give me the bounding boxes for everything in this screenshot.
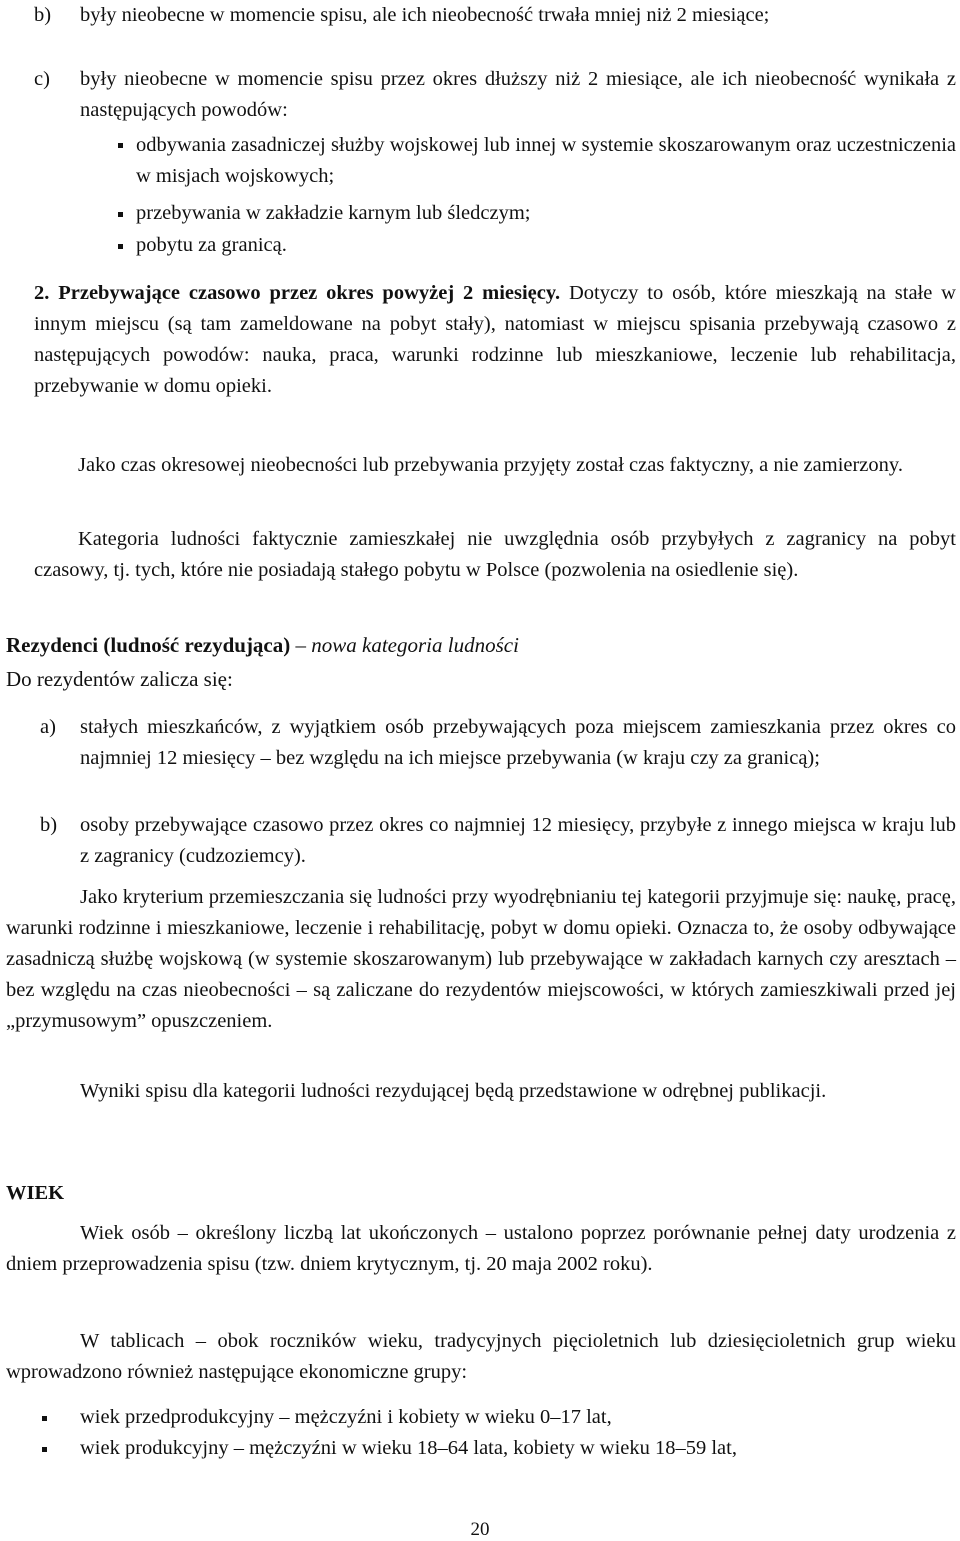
section-2-paragraph: [34, 278, 956, 402]
list-item-b: były nieobecne w momencie spisu, ale ich nieobecność trwała mniej niż 2 miesiące;: [80, 4, 770, 26]
wiek-paragraph-2: W tablicach – obok roczników wieku, tradycyjnych pięcioletnich lub dziesięcioletnich grup wieku wprowadzono również następujące ekonomiczne grupy:: [6, 1330, 956, 1383]
rezydenci-item-a: stałych mieszkańców, z wyjątkiem osób przebywających poza miejscem zamieszkania przez okres co najmniej 12 miesięcy – bez względu na ich miejsce przebywania (w kraju czy za granicą);: [80, 716, 956, 769]
page-number: 20: [470, 1519, 490, 1540]
list-item-c: były nieobecne w momencie spisu przez okres dłuższy niż 2 miesiące, ale ich nieobecność wynikała z następujących powodów:: [80, 68, 956, 121]
wiek-bullet-produkcyjny: wiek produkcyjny – mężczyźni w wieku 18–64 lata, kobiety w wieku 18–59 lat,: [80, 1437, 737, 1459]
bullet-square-icon: [42, 1416, 47, 1421]
rezydenci-intro: Do rezydentów zalicza się:: [6, 667, 233, 691]
rezydenci-item-b: osoby przebywające czasowo przez okres co najmniej 12 miesięcy, przybyłe z innego miejsca w kraju lub z zagranicy (cudzoziemcy).: [80, 814, 956, 867]
paragraph-kryterium: Jako kryterium przemieszczania się ludności przy wyodrębnianiu tej kategorii przyjmuje się: naukę, pracę, warunki rodzinne i mieszkaniowe, leczenie i rehabilitację, pobyt w domu opieki. Oznacza to, że osoby odbywające zasadniczą służbę wojskową (w systemie skoszarowanym) lub przebywające w zakładach karnych czy aresztach – bez względu na czas nieobecności – są zaliczane do rezydentów miejscowości, w których zamieszkiwali przed jej „przymusowym” opuszczeniem.: [6, 886, 956, 1032]
heading-dash: –: [290, 633, 312, 657]
paragraph-czas: Jako czas okresowej nieobecności lub przebywania przyjęty został czas faktyczny, a nie zamierzony.: [78, 454, 903, 476]
wiek-bullet-przedprodukcyjny: wiek przedprodukcyjny – mężczyźni i kobiety w wieku 0–17 lat,: [80, 1406, 612, 1428]
bullet-square-icon: [42, 1447, 47, 1452]
section-2-heading: 2. Przebywające czasowo przez okres powyżej 2 miesięcy.: [34, 282, 561, 304]
rezydenci-note: nowa kategoria ludności: [311, 633, 519, 657]
paragraph-wyniki: Wyniki spisu dla kategorii ludności rezydującej będą przedstawione w odrębnej publikacji.: [80, 1080, 827, 1102]
rezydenci-label-a: a): [40, 716, 56, 738]
bullet-square-icon: [118, 212, 123, 217]
bullet-item-military: odbywania zasadniczej służby wojskowej lub innej w systemie skoszarowanym oraz uczestniczenia w misjach wojskowych;: [136, 134, 956, 187]
rezydenci-heading: Rezydenci (ludność rezydująca): [6, 633, 291, 657]
wiek-heading-line: [6, 1178, 956, 1209]
wiek-heading: WIEK: [6, 1182, 65, 1204]
bullet-item-abroad: pobytu za granicą.: [136, 234, 287, 256]
bullet-square-icon: [118, 143, 123, 148]
list-label-b: b): [34, 4, 52, 26]
wiek-paragraph-1: Wiek osób – określony liczbą lat ukończonych – ustalono poprzez porównanie pełnej daty urodzenia z dniem przeprowadzenia spisu (tzw. dniem krytycznym, tj. 20 maja 2002 roku).: [6, 1222, 956, 1275]
list-label-c: c): [34, 68, 50, 90]
section-2-text: Dotyczy to osób, które mieszkają na stałe w innym miejscu (są tam zameldowane na pobyt stały), natomiast w miejscu spisania przebywają czasowo z następujących powodów: nauka, praca, warunki rodzinne lub mieszkaniowe, leczenie lub rehabilitacja, przebywanie w domu opieki.: [34, 282, 956, 397]
bullet-item-prison: przebywania w zakładzie karnym lub śledczym;: [136, 202, 531, 224]
rezydenci-heading-line: [6, 630, 956, 661]
bullet-square-icon: [118, 244, 123, 249]
paragraph-kategoria: Kategoria ludności faktycznie zamieszkałej nie uwzględnia osób przybyłych z zagranicy na pobyt czasowy, tj. tych, które nie posiadają stałego pobytu w Polsce (pozwolenia na osiedlenie się).: [34, 528, 956, 581]
rezydenci-label-b: b): [40, 814, 58, 836]
